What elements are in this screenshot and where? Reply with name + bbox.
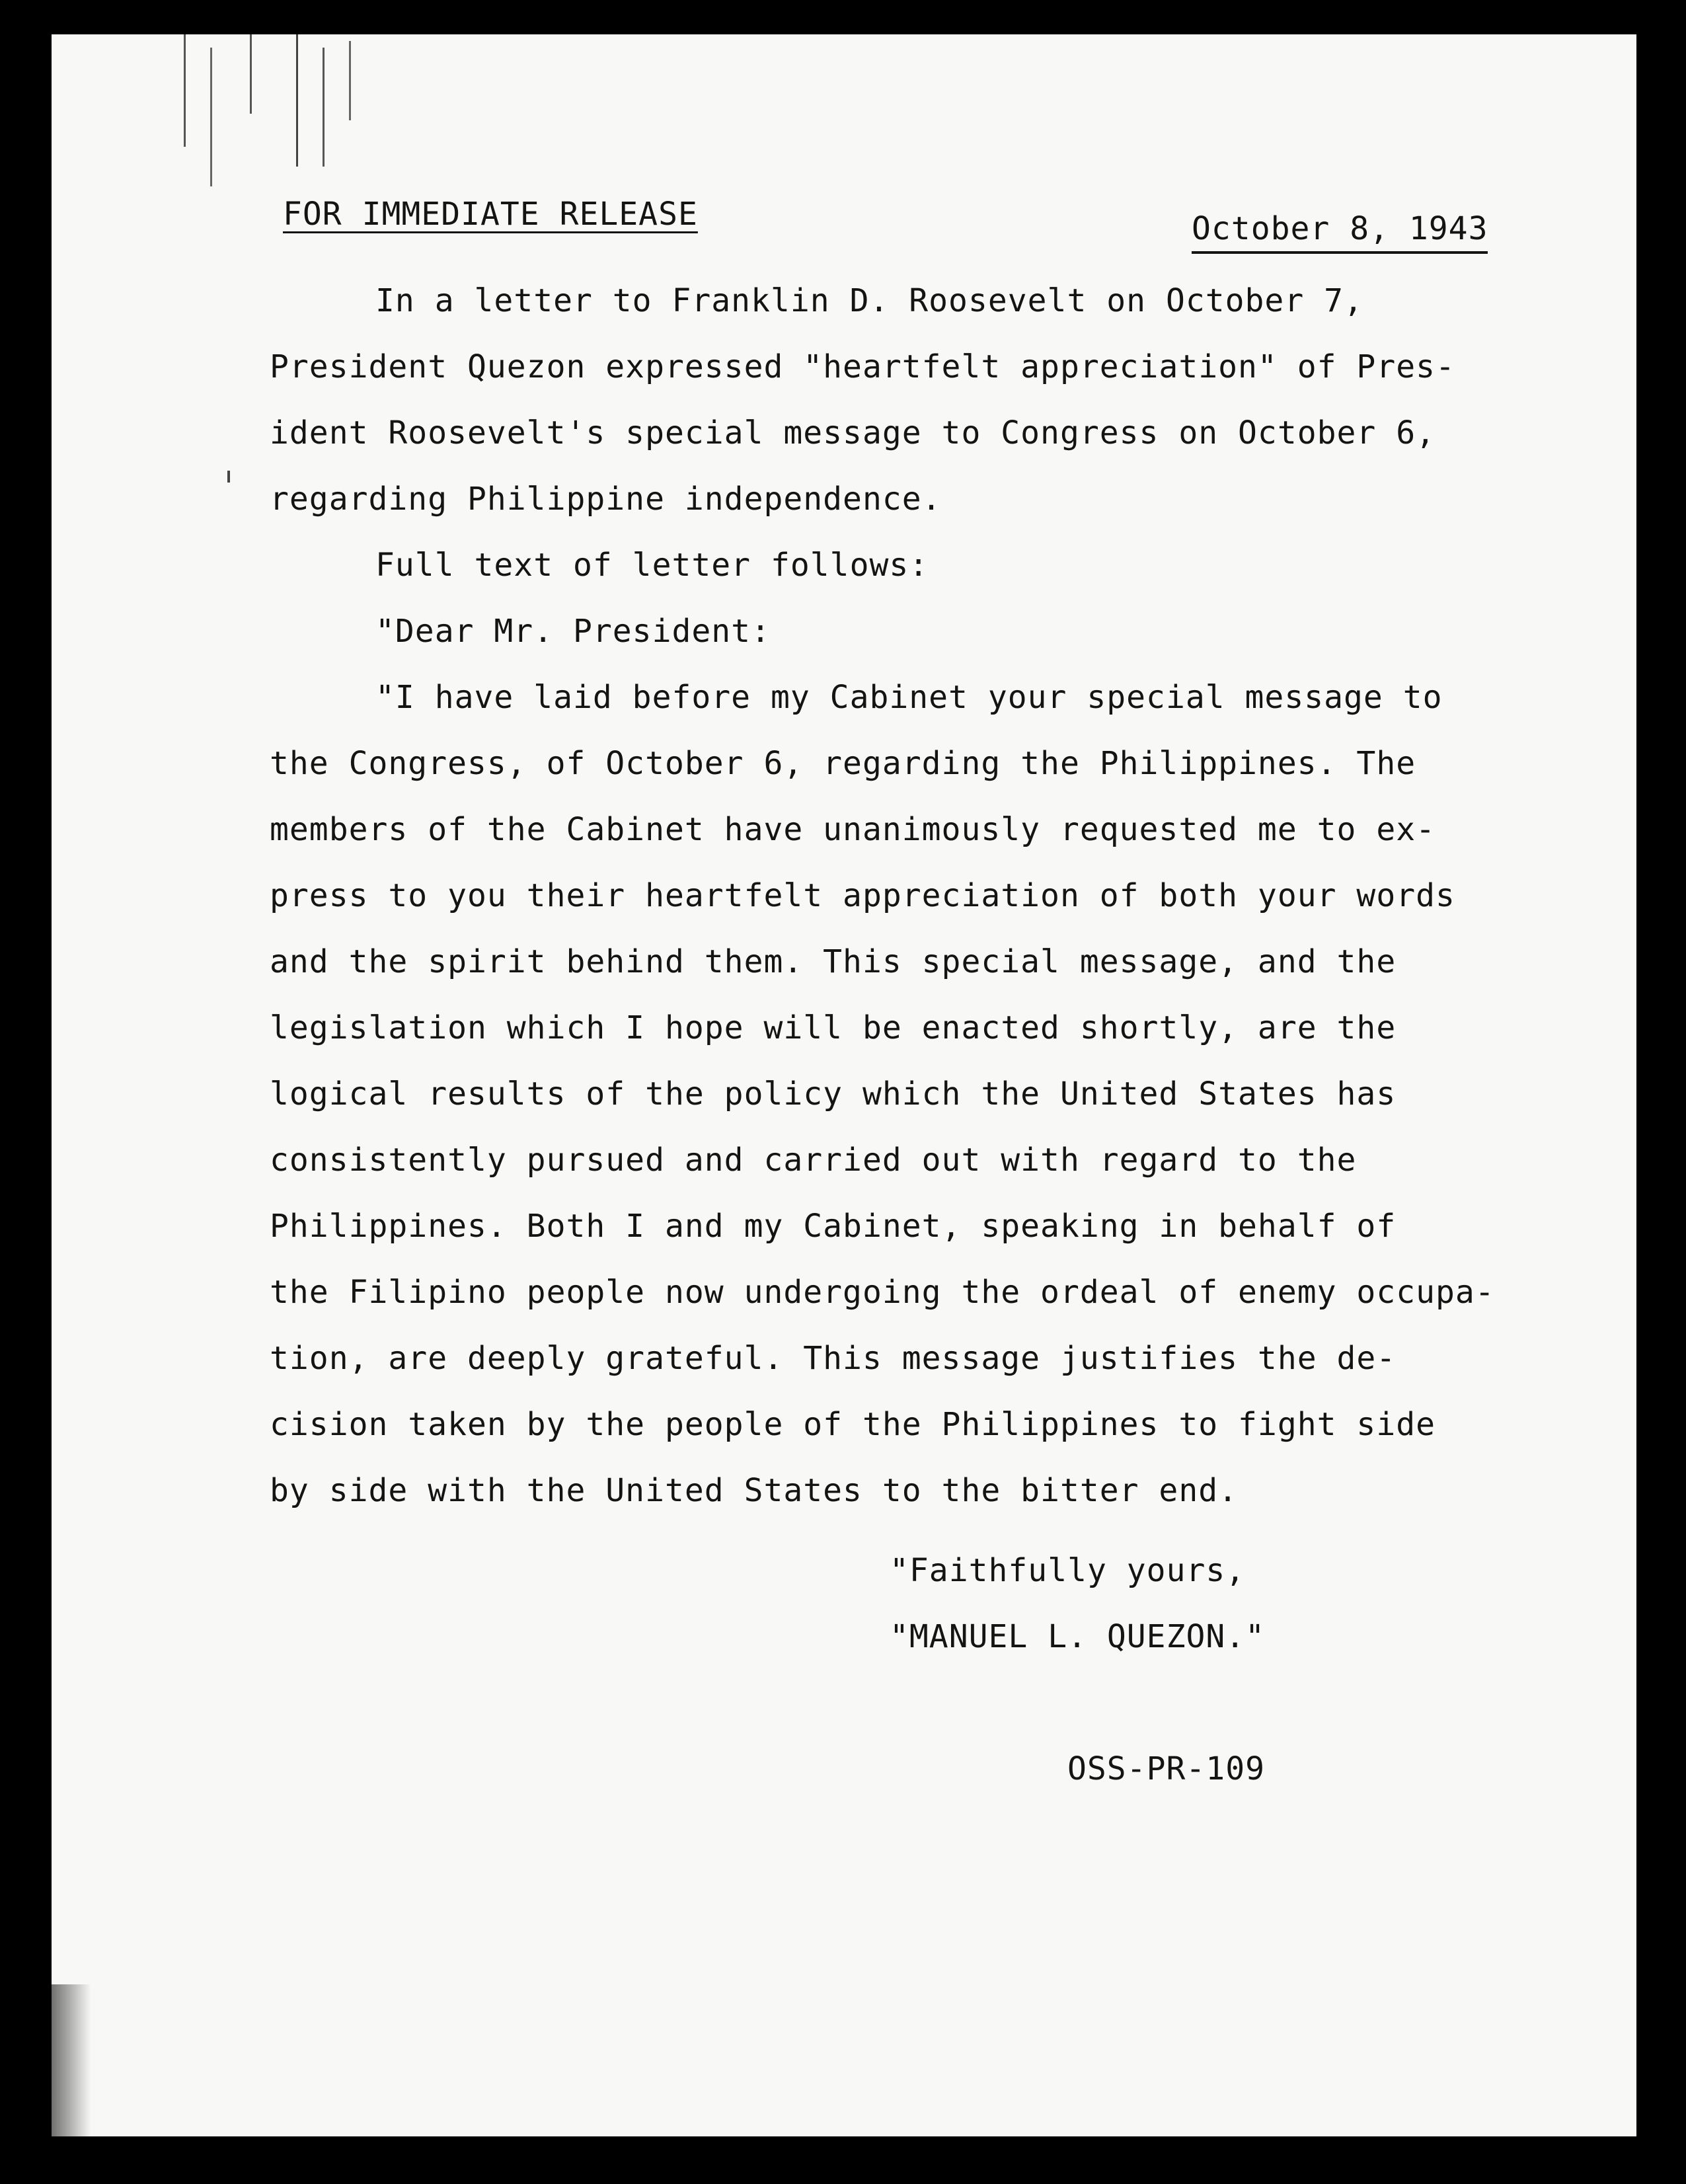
letter-body [270,679,1578,1538]
full-text-note: Full text of letter follows: [375,547,929,584]
salutation: "Dear Mr. President: [375,613,771,650]
intro-paragraph [270,282,1578,679]
letter-line: Philippines. Both I and my Cabinet, speaking in behalf of [270,1208,1397,1245]
scan-mark [296,34,298,167]
scan-mark [184,34,186,147]
letter-line: tion, are deeply grateful. This message justifies the de- [270,1340,1397,1377]
scan-mark [250,34,252,114]
reference-number: OSS-PR-109 [1067,1750,1265,1787]
letter-line: the Filipino people now undergoing the ordeal of enemy occupa- [270,1274,1495,1311]
letter-line: the Congress, of October 6, regarding the Philippines. The [270,745,1416,782]
letter-line: consistently pursued and carried out with regard to the [270,1142,1357,1179]
release-heading: FOR IMMEDIATE RELEASE [283,196,698,233]
scan-edge-shadow [52,1984,91,2136]
letter-line: "I have laid before my Cabinet your special message to [375,679,1443,716]
letter-line: by side with the United States to the bitter end. [270,1472,1239,1509]
document-page [52,34,1636,2136]
letter-line: logical results of the policy which the United States has [270,1075,1397,1112]
letter-line: members of the Cabinet have unanimously requested me to ex- [270,811,1436,848]
scan-mark [323,48,325,167]
letter-line: cision taken by the people of the Philippines to fight side [270,1406,1436,1443]
intro-line: President Quezon expressed "heartfelt appreciation" of Pres- [270,348,1455,385]
intro-line: In a letter to Franklin D. Roosevelt on October 7, [375,282,1363,319]
intro-line: ident Roosevelt's special message to Congress on October 6, [270,414,1436,451]
scan-mark [349,41,351,120]
closing: "Faithfully yours, [890,1552,1246,1589]
scan-mark [210,48,212,186]
letter-line: and the spirit behind them. This special message, and the [270,943,1397,980]
letter-line: legislation which I hope will be enacted shortly, are the [270,1009,1397,1046]
release-date: October 8, 1943 [1192,213,1488,254]
signature: "MANUEL L. QUEZON." [890,1618,1266,1655]
scan-mark [227,471,230,483]
letter-line: press to you their heartfelt appreciation of both your words [270,877,1455,914]
intro-line: regarding Philippine independence. [270,481,942,518]
